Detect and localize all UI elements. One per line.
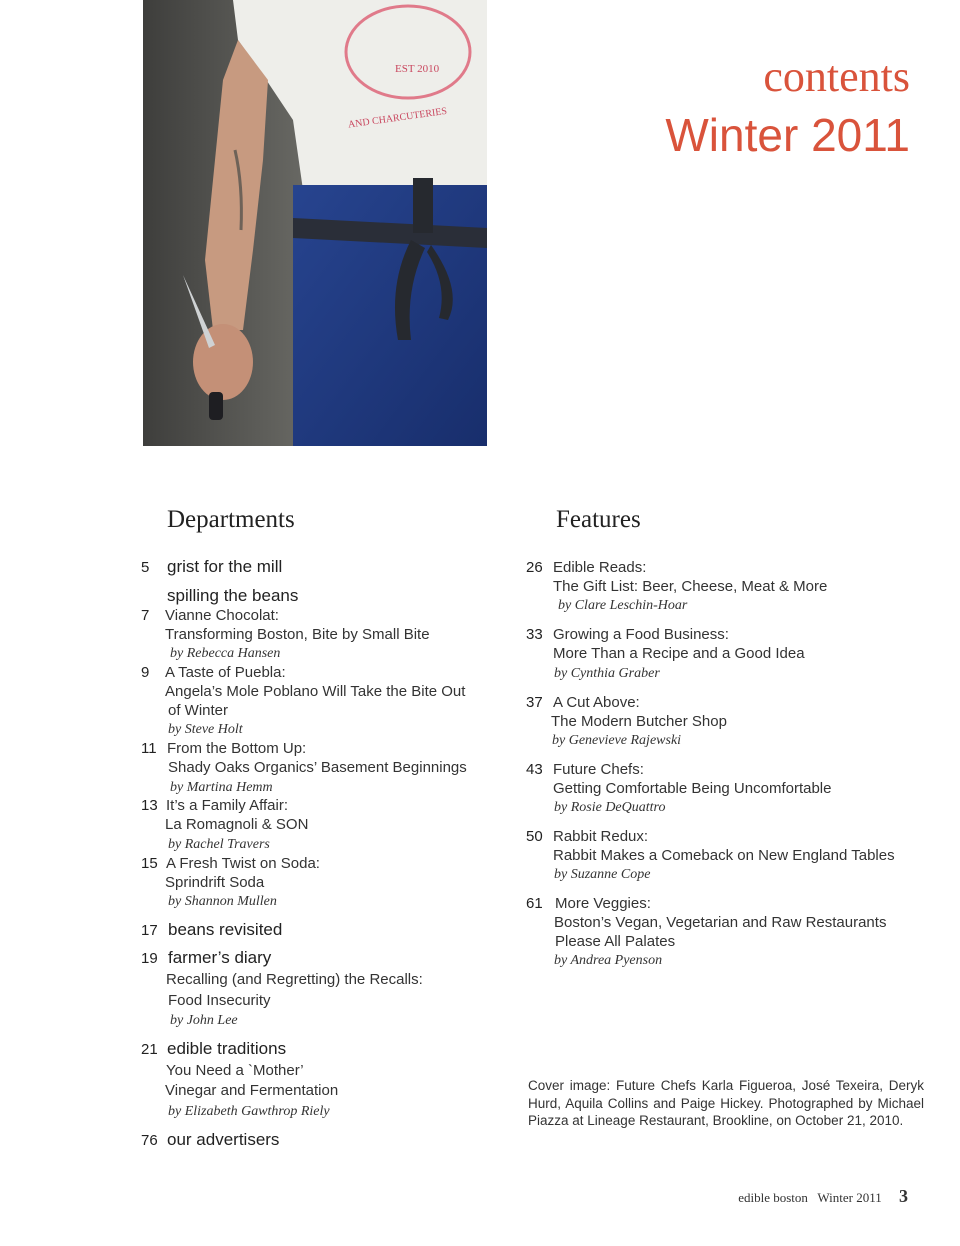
feature-line: Rabbit Makes a Comeback on New England Tables [553,847,895,864]
features-title: Features [556,506,641,533]
dept-item-line: Transforming Boston, Bite by Small Bite [165,626,430,643]
feature-byline: by Rosie DeQuattro [554,800,666,815]
dept-item-line: La Romagnoli & SON [165,816,309,833]
dept-item-line: Food Insecurity [168,992,271,1009]
feature-title[interactable]: More Veggies: [555,895,651,912]
feature-page-number: 61 [526,895,543,912]
contents-header [665,48,910,164]
feature-line: The Modern Butcher Shop [551,713,727,730]
departments-title: Departments [167,506,295,533]
shirt-text-est: EST 2010 [395,63,440,75]
feature-page-number: 37 [526,694,543,711]
dept-page-number: 5 [141,559,150,576]
dept-item-line: of Winter [168,702,229,719]
dept-item-title[interactable]: It’s a Family Affair: [166,797,288,814]
dept-item-line: Shady Oaks Organics’ Basement Beginnings [168,759,467,776]
feature-title[interactable]: Future Chefs: [553,761,644,778]
dept-page-number: 21 [141,1041,158,1058]
feature-line: Boston’s Vegan, Vegetarian and Raw Restaurants [554,914,887,931]
dept-item-title[interactable]: Vianne Chocolat: [165,607,279,624]
cover-photo [143,0,487,446]
dept-item-line: Sprindrift Soda [165,874,265,891]
feature-title[interactable]: A Cut Above: [553,694,640,711]
dept-byline: by Steve Holt [168,722,243,737]
feature-page-number: 43 [526,761,543,778]
footer-publication: edible boston [738,1190,808,1205]
feature-page-number: 33 [526,626,543,643]
feature-line: More Than a Recipe and a Good Idea [553,645,805,662]
dept-byline: by Elizabeth Gawthrop Riely [168,1104,330,1119]
dept-page-number: 19 [141,950,158,967]
dept-page-number: 7 [141,607,150,624]
feature-byline: by Genevieve Rajewski [552,733,682,748]
dept-byline: by Rebecca Hansen [170,646,281,661]
feature-title[interactable]: Growing a Food Business: [553,626,729,643]
shirt-text-banner: AND CHARCUTERIES [347,105,448,131]
dept-page-number: 17 [141,922,158,939]
feature-page-number: 26 [526,559,543,576]
page-footer [738,1186,908,1207]
feature-byline: by Suzanne Cope [554,867,651,882]
dept-item-title[interactable]: From the Bottom Up: [167,740,307,757]
dept-byline: by Martina Hemm [170,780,273,795]
dept-item-line: You Need a `Mother’ [166,1062,304,1079]
dept-byline: by John Lee [170,1013,238,1028]
dept-page-number: 13 [141,797,158,814]
cover-credit: Cover image: Future Chefs Karla Figueroa, José Texeira, Deryk Hurd, Aquila Collins and Paige Hickey. Photographed by Michael Piazza at Lineage Restaurant, Brookline, on October 21, 2010. [528,1078,924,1128]
footer-page-number: 3 [899,1186,908,1206]
feature-line: Getting Comfortable Being Uncomfortable [553,780,832,797]
feature-byline: by Andrea Pyenson [554,953,663,968]
dept-page-number: 76 [141,1132,158,1149]
dept-item-title[interactable]: spilling the beans [167,586,299,605]
butcher-photo-illustration [143,0,487,446]
dept-byline: by Rachel Travers [168,837,270,852]
dept-item-title[interactable]: A Taste of Puebla: [165,664,286,681]
feature-title[interactable]: Rabbit Redux: [553,828,649,845]
feature-title[interactable]: Edible Reads: [553,559,647,576]
dept-item-title[interactable]: edible traditions [167,1039,287,1058]
feature-byline: by Clare Leschin-Hoar [558,598,688,613]
page-title: contents [763,52,910,101]
feature-line: The Gift List: Beer, Cheese, Meat & More [553,578,828,595]
dept-byline: by Shannon Mullen [168,894,277,909]
dept-item-title[interactable]: beans revisited [168,920,283,939]
footer-issue: Winter 2011 [817,1190,882,1205]
dept-item-line: Vinegar and Fermentation [165,1082,339,1099]
dept-item-title[interactable]: grist for the mill [167,557,283,576]
dept-item-line: Angela’s Mole Poblano Will Take the Bite Out [165,683,466,700]
dept-page-number: 9 [141,664,150,681]
dept-item-line: Recalling (and Regretting) the Recalls: [166,971,423,988]
feature-page-number: 50 [526,828,543,845]
issue-title: Winter 2011 [665,109,910,161]
feature-line: Please All Palates [555,933,676,950]
feature-byline: by Cynthia Graber [554,666,660,681]
dept-page-number: 11 [141,740,157,757]
dept-item-title[interactable]: farmer’s diary [168,948,272,967]
dept-page-number: 15 [141,855,158,872]
dept-item-title[interactable]: our advertisers [167,1130,280,1149]
dept-item-title[interactable]: A Fresh Twist on Soda: [166,855,320,872]
